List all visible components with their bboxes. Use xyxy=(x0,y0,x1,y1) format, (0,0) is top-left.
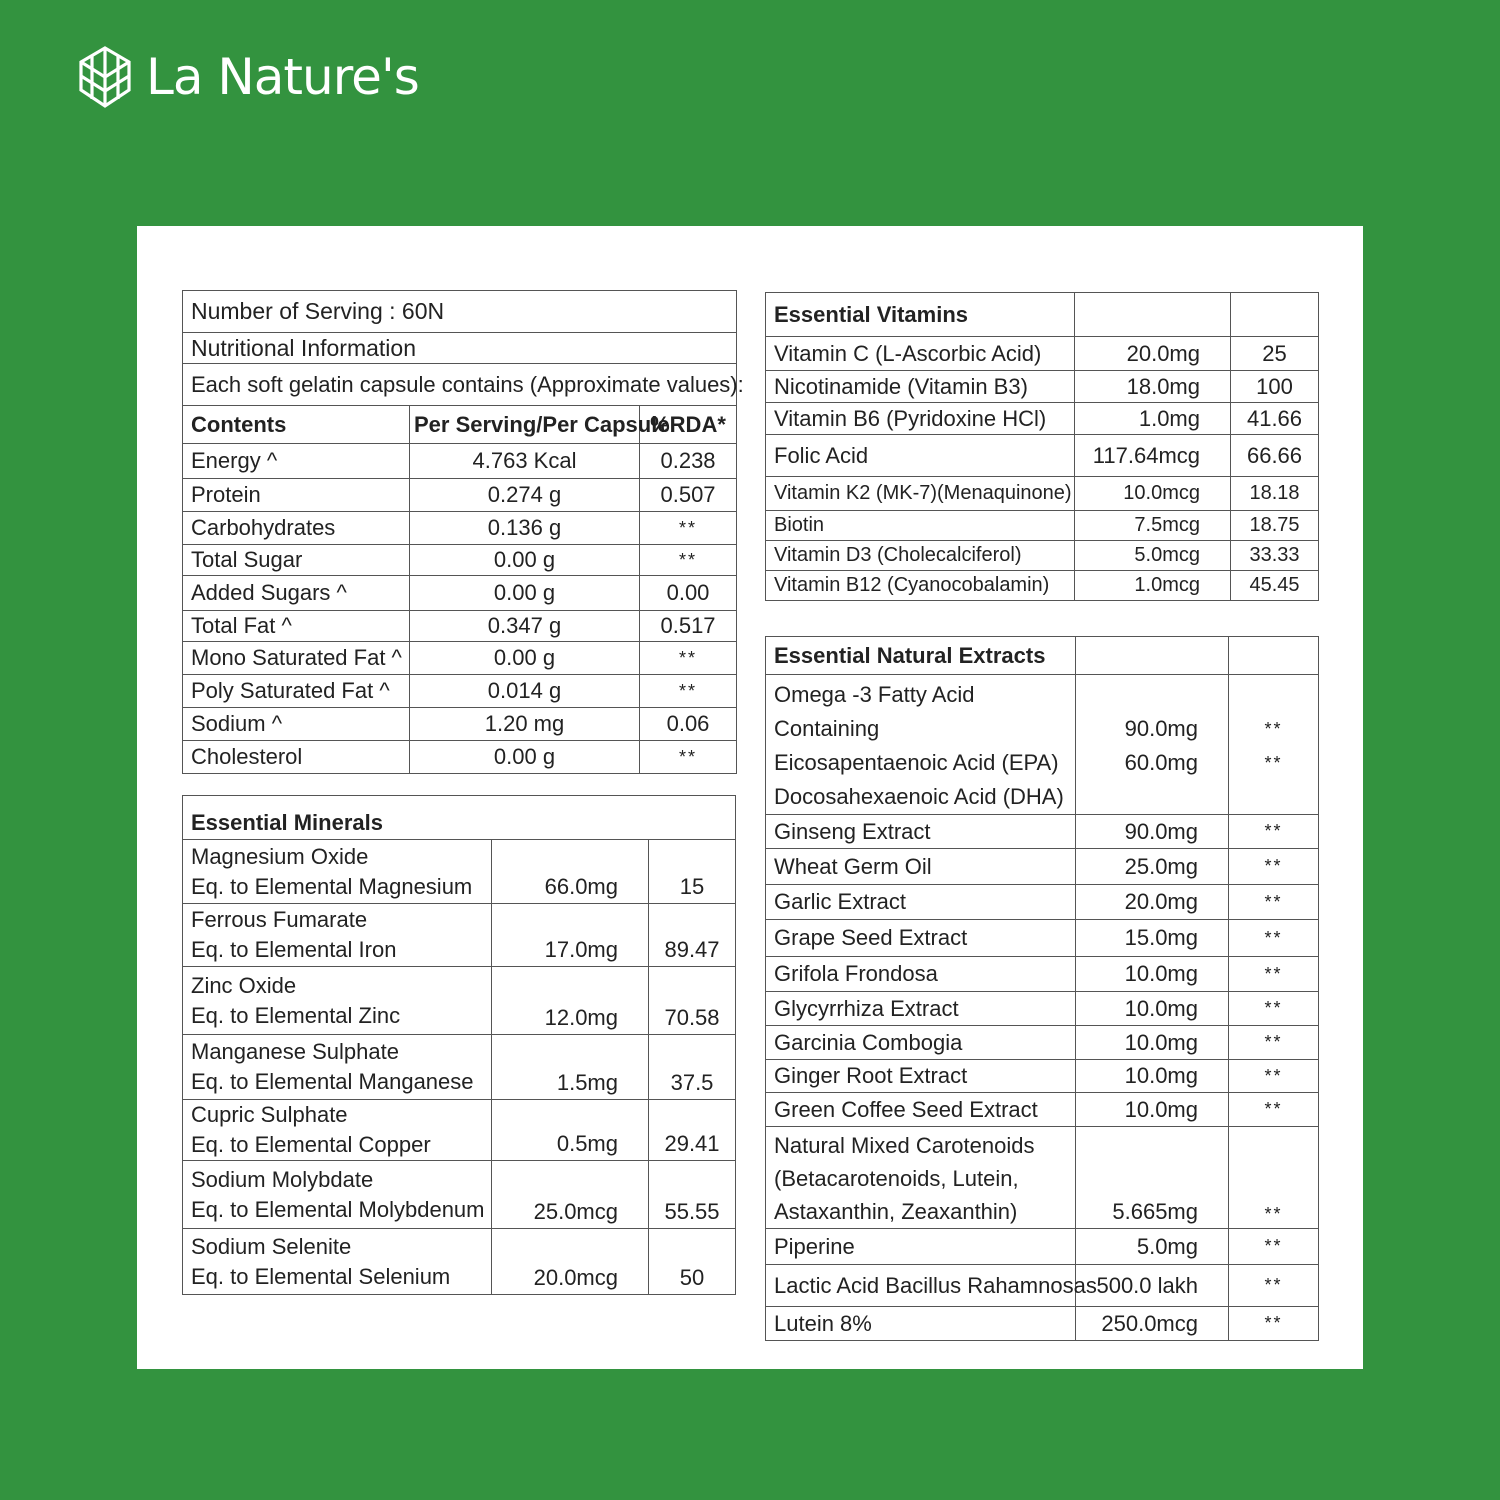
minerals-rows xyxy=(183,840,736,1295)
item-amount: 1.0mcg xyxy=(1075,571,1231,601)
carotenoids-rda: ** xyxy=(1229,1127,1319,1229)
item-rda: 0.507 xyxy=(640,479,737,512)
item-name: Total Fat ^ xyxy=(183,611,410,642)
mineral-equivalent: Eq. to Elemental Iron xyxy=(191,937,397,962)
table-row xyxy=(183,741,737,774)
brand-logo xyxy=(76,42,419,112)
item-rda: 33.33 xyxy=(1231,541,1319,571)
vitamins-title: Essential Vitamins xyxy=(766,293,1075,337)
servings-count: Number of Serving : 60N xyxy=(183,291,737,333)
item-amount: 1.20 mg xyxy=(410,708,640,741)
nutrition-table xyxy=(182,290,744,774)
item-rda: ** xyxy=(640,512,737,545)
table-row xyxy=(766,571,1319,601)
mineral-rda: 50 xyxy=(649,1229,736,1295)
omega-name: Omega -3 Fatty Acid Containing xyxy=(774,682,975,741)
carotenoids-line2: (Betacarotenoids, Lutein, xyxy=(774,1166,1019,1191)
item-rda: ** xyxy=(1229,849,1319,885)
item-name: Vitamin C (L-Ascorbic Acid) xyxy=(766,337,1075,371)
table-row xyxy=(766,1060,1319,1093)
item-amount: 10.0mg xyxy=(1076,957,1229,992)
item-name: Vitamin D3 (Cholecalciferol) xyxy=(766,541,1075,571)
item-amount: 5.0mg xyxy=(1076,1229,1229,1265)
mineral-equivalent: Eq. to Elemental Manganese xyxy=(191,1069,474,1094)
table-row xyxy=(766,337,1319,371)
mineral-equivalent: Eq. to Elemental Selenium xyxy=(191,1263,451,1289)
item-rda: 18.18 xyxy=(1231,477,1319,511)
item-name: Folic Acid xyxy=(766,435,1075,477)
extracts-header-blank xyxy=(1229,637,1319,675)
mineral-name: Ferrous Fumarate xyxy=(191,907,368,932)
table-row xyxy=(183,444,737,479)
item-rda: ** xyxy=(1229,957,1319,992)
item-rda: ** xyxy=(1229,815,1319,849)
item-amount: 15.0mg xyxy=(1076,920,1229,957)
omega-dha: Docosahexaenoic Acid (DHA) xyxy=(774,784,1064,809)
omega-dha-amount: 60.0mg xyxy=(1124,750,1198,775)
vitamins-header-blank xyxy=(1231,293,1319,337)
item-amount: 0.014 g xyxy=(410,675,640,708)
omega-dha-rda: ** xyxy=(1264,753,1283,773)
item-rda: ** xyxy=(640,642,737,675)
mineral-cell xyxy=(183,1161,492,1229)
mineral-amount: 66.0mg xyxy=(492,840,649,904)
table-row xyxy=(183,611,737,642)
mineral-equivalent: Eq. to Elemental Zinc xyxy=(191,1002,401,1028)
mineral-amount: 12.0mg xyxy=(492,967,649,1035)
item-amount: 25.0mg xyxy=(1076,849,1229,885)
table-row xyxy=(766,1127,1319,1229)
table-row xyxy=(766,477,1319,511)
item-name: Poly Saturated Fat ^ xyxy=(183,675,410,708)
table-row xyxy=(766,511,1319,541)
item-amount: 10.0mg xyxy=(1076,1093,1229,1127)
item-name: Sodium ^ xyxy=(183,708,410,741)
item-amount: 0.00 g xyxy=(410,576,640,611)
mineral-name: Sodium Molybdate xyxy=(191,1166,374,1192)
table-row xyxy=(183,840,736,904)
mineral-equivalent: Eq. to Elemental Magnesium xyxy=(191,873,473,899)
item-name: Lactic Acid Bacillus Rahamnosas xyxy=(766,1265,1076,1307)
item-amount: 20.0mg xyxy=(1075,337,1231,371)
item-amount: 0.274 g xyxy=(410,479,640,512)
item-name: Vitamin B6 (Pyridoxine HCl) xyxy=(766,403,1075,435)
item-rda: 25 xyxy=(1231,337,1319,371)
item-name: Mono Saturated Fat ^ xyxy=(183,642,410,675)
item-rda: 0.06 xyxy=(640,708,737,741)
mineral-cell xyxy=(183,840,492,904)
item-rda: 100 xyxy=(1231,371,1319,403)
item-name: Green Coffee Seed Extract xyxy=(766,1093,1076,1127)
mineral-name: Zinc Oxide xyxy=(191,972,297,998)
item-rda: ** xyxy=(1229,1026,1319,1060)
item-name: Energy ^ xyxy=(183,444,410,479)
table-row xyxy=(183,479,737,512)
item-rda: ** xyxy=(640,545,737,576)
table-row xyxy=(766,403,1319,435)
table-row xyxy=(766,849,1319,885)
item-name: Added Sugars ^ xyxy=(183,576,410,611)
item-amount: 1.0mg xyxy=(1075,403,1231,435)
header-rda: %RDA* xyxy=(640,406,737,444)
item-amount: 0.00 g xyxy=(410,545,640,576)
leaf-emblem-icon xyxy=(76,44,134,110)
table-row xyxy=(183,904,736,967)
table-row xyxy=(766,435,1319,477)
item-rda: 0.238 xyxy=(640,444,737,479)
item-name: Carbohydrates xyxy=(183,512,410,545)
item-rda: 0.517 xyxy=(640,611,737,642)
omega-epa-amount: 90.0mg xyxy=(1124,716,1198,741)
item-name: Ginseng Extract xyxy=(766,815,1076,849)
item-amount: 0.347 g xyxy=(410,611,640,642)
extracts-table xyxy=(765,636,1319,1341)
item-name: Vitamin B12 (Cyanocobalamin) xyxy=(766,571,1075,601)
minerals-table xyxy=(182,795,736,1295)
item-rda: ** xyxy=(1229,1229,1319,1265)
item-rda: 0.00 xyxy=(640,576,737,611)
table-row xyxy=(766,992,1319,1026)
table-row xyxy=(766,1026,1319,1060)
item-amount: 5.0mcg xyxy=(1075,541,1231,571)
table-row xyxy=(766,1093,1319,1127)
table-row xyxy=(766,957,1319,992)
minerals-title: Essential Minerals xyxy=(183,796,736,840)
mineral-cell xyxy=(183,904,492,967)
mineral-rda: 37.5 xyxy=(649,1035,736,1100)
item-amount: 0.136 g xyxy=(410,512,640,545)
item-name: Wheat Germ Oil xyxy=(766,849,1076,885)
mineral-name: Cupric Sulphate xyxy=(191,1102,348,1127)
item-amount: 10.0mg xyxy=(1076,1026,1229,1060)
item-name: Piperine xyxy=(766,1229,1076,1265)
item-amount: 500.0 lakh xyxy=(1076,1265,1229,1307)
mineral-name: Magnesium Oxide xyxy=(191,843,369,869)
vitamins-rows xyxy=(766,337,1319,601)
table-row xyxy=(766,1229,1319,1265)
table-row xyxy=(183,1229,736,1295)
item-rda: 41.66 xyxy=(1231,403,1319,435)
carotenoids-line3: Astaxanthin, Zeaxanthin) xyxy=(774,1199,1018,1224)
table-row xyxy=(766,815,1319,849)
item-amount: 18.0mg xyxy=(1075,371,1231,403)
item-name: Biotin xyxy=(766,511,1075,541)
item-name: Protein xyxy=(183,479,410,512)
item-rda: ** xyxy=(1229,1265,1319,1307)
item-name: Nicotinamide (Vitamin B3) xyxy=(766,371,1075,403)
table-row xyxy=(183,967,736,1035)
mineral-cell xyxy=(183,1100,492,1161)
omega-rda xyxy=(1229,675,1319,815)
header-per-serving: Per Serving/Per Capsule xyxy=(410,406,640,444)
item-rda: 18.75 xyxy=(1231,511,1319,541)
table-row xyxy=(766,541,1319,571)
extracts-rows-2 xyxy=(766,1229,1319,1341)
table-row xyxy=(766,1265,1319,1307)
item-name: Grape Seed Extract xyxy=(766,920,1076,957)
carotenoids-line1: Natural Mixed Carotenoids xyxy=(774,1133,1035,1158)
item-name: Garcinia Combogia xyxy=(766,1026,1076,1060)
mineral-rda: 89.47 xyxy=(649,904,736,967)
table-row xyxy=(183,1100,736,1161)
mineral-cell xyxy=(183,1229,492,1295)
mineral-amount: 0.5mg xyxy=(492,1100,649,1161)
nutrition-title: Nutritional Information xyxy=(183,333,737,364)
extracts-title: Essential Natural Extracts xyxy=(766,637,1076,675)
table-row xyxy=(766,1307,1319,1341)
item-rda: ** xyxy=(1229,885,1319,920)
omega-epa-rda: ** xyxy=(1264,719,1283,739)
item-rda: ** xyxy=(1229,1093,1319,1127)
mineral-rda: 55.55 xyxy=(649,1161,736,1229)
item-name: Grifola Frondosa xyxy=(766,957,1076,992)
extracts-header-blank xyxy=(1076,637,1229,675)
mineral-amount: 20.0mcg xyxy=(492,1229,649,1295)
table-row xyxy=(766,920,1319,957)
omega-amounts xyxy=(1076,675,1229,815)
mineral-amount: 1.5mg xyxy=(492,1035,649,1100)
item-rda: 66.66 xyxy=(1231,435,1319,477)
item-rda: 45.45 xyxy=(1231,571,1319,601)
vitamins-table xyxy=(765,292,1319,601)
table-row xyxy=(766,371,1319,403)
item-name: Total Sugar xyxy=(183,545,410,576)
table-row xyxy=(183,675,737,708)
table-row xyxy=(183,642,737,675)
mineral-rda: 15 xyxy=(649,840,736,904)
item-name: Garlic Extract xyxy=(766,885,1076,920)
item-amount: 0.00 g xyxy=(410,741,640,774)
vitamins-header-blank xyxy=(1075,293,1231,337)
item-rda: ** xyxy=(1229,992,1319,1026)
item-rda: ** xyxy=(640,741,737,774)
item-amount: 20.0mg xyxy=(1076,885,1229,920)
table-row xyxy=(183,512,737,545)
item-rda: ** xyxy=(1229,1307,1319,1341)
item-name: Ginger Root Extract xyxy=(766,1060,1076,1093)
table-row xyxy=(183,545,737,576)
mineral-cell xyxy=(183,967,492,1035)
omega-epa: Eicosapentaenoic Acid (EPA) xyxy=(774,750,1059,775)
table-row xyxy=(766,885,1319,920)
item-rda: ** xyxy=(1229,920,1319,957)
item-amount: 250.0mcg xyxy=(1076,1307,1229,1341)
carotenoids-amount: 5.665mg xyxy=(1076,1127,1229,1229)
mineral-cell xyxy=(183,1035,492,1100)
item-name: Cholesterol xyxy=(183,741,410,774)
item-amount: 10.0mg xyxy=(1076,992,1229,1026)
nutrition-rows xyxy=(183,444,737,774)
nutrition-note: Each soft gelatin capsule contains (Approximate values): xyxy=(183,364,737,406)
brand-name: La Nature's xyxy=(146,48,419,106)
item-amount: 0.00 g xyxy=(410,642,640,675)
item-name: Vitamin K2 (MK-7)(Menaquinone) xyxy=(766,477,1075,511)
item-rda: ** xyxy=(1229,1060,1319,1093)
item-rda: ** xyxy=(640,675,737,708)
mineral-equivalent: Eq. to Elemental Copper xyxy=(191,1132,431,1157)
table-row xyxy=(766,675,1319,815)
mineral-amount: 25.0mcg xyxy=(492,1161,649,1229)
item-amount: 90.0mg xyxy=(1076,815,1229,849)
carotenoids-cell xyxy=(766,1127,1076,1229)
table-row xyxy=(183,576,737,611)
item-name: Glycyrrhiza Extract xyxy=(766,992,1076,1026)
item-amount: 10.0mg xyxy=(1076,1060,1229,1093)
item-name: Lutein 8% xyxy=(766,1307,1076,1341)
mineral-rda: 29.41 xyxy=(649,1100,736,1161)
item-amount: 7.5mcg xyxy=(1075,511,1231,541)
table-row xyxy=(183,1161,736,1229)
mineral-name: Sodium Selenite xyxy=(191,1233,352,1259)
table-row xyxy=(183,708,737,741)
item-amount: 4.763 Kcal xyxy=(410,444,640,479)
mineral-name: Manganese Sulphate xyxy=(191,1039,399,1064)
mineral-amount: 17.0mg xyxy=(492,904,649,967)
extracts-rows xyxy=(766,815,1319,1127)
mineral-rda: 70.58 xyxy=(649,967,736,1035)
header-contents: Contents xyxy=(183,406,410,444)
mineral-equivalent: Eq. to Elemental Molybdenum xyxy=(191,1196,485,1222)
item-amount: 117.64mcg xyxy=(1075,435,1231,477)
table-row xyxy=(183,1035,736,1100)
omega-cell xyxy=(766,675,1076,815)
item-amount: 10.0mcg xyxy=(1075,477,1231,511)
